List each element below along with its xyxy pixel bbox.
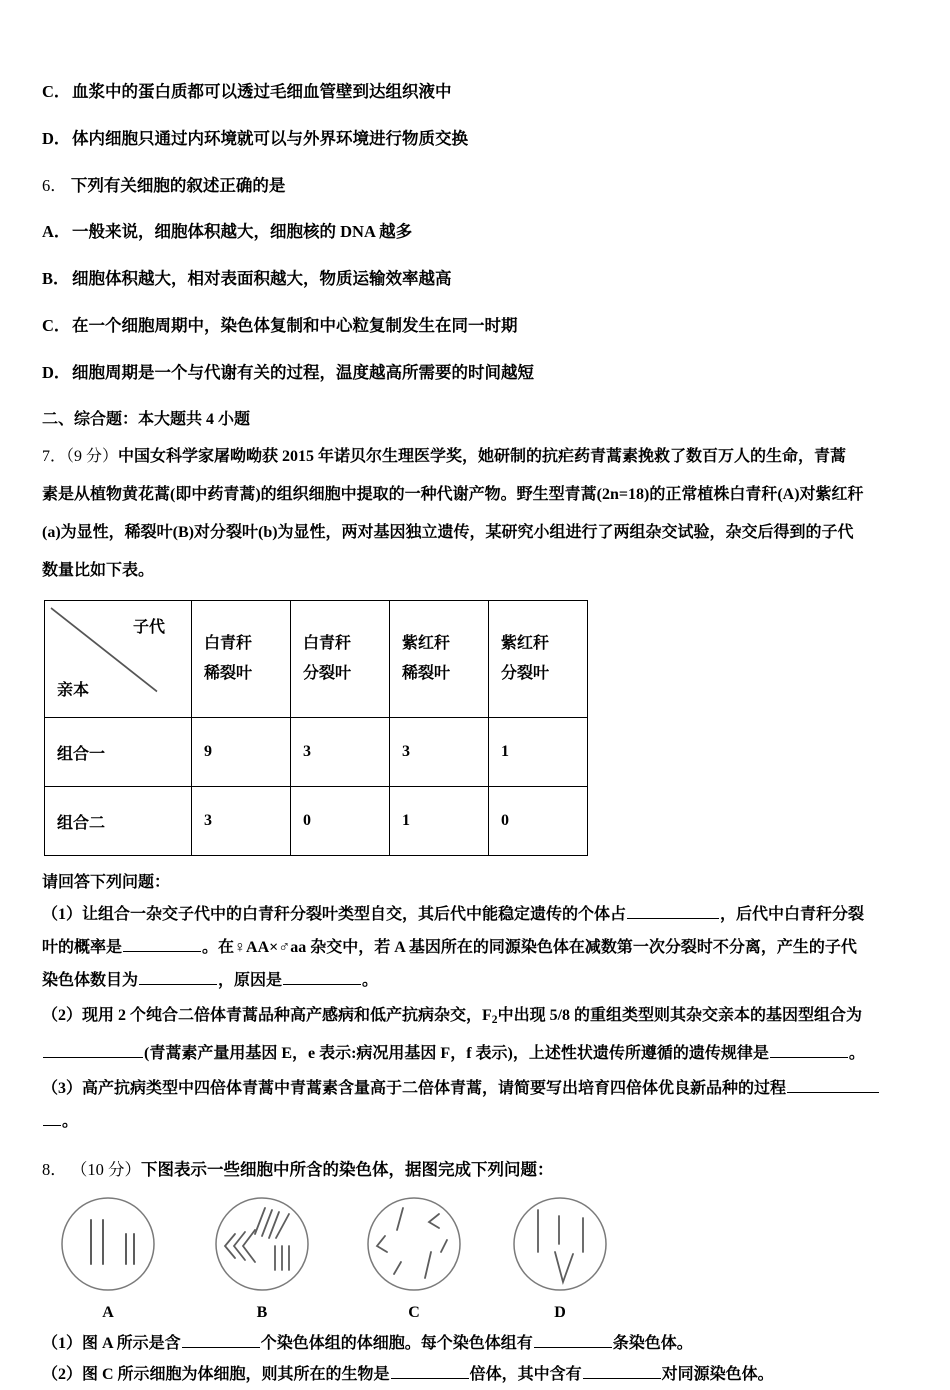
question-8-sub-2	[42, 1359, 912, 1390]
answer-blank[interactable]	[583, 1363, 661, 1379]
column-header-line1: 紫红秆	[501, 635, 550, 652]
option-row	[42, 359, 912, 383]
option-text: 血浆中的蛋白质都可以透过毛细血管壁到达组织液中	[72, 82, 452, 101]
column-header-line1: 紫红秆	[402, 635, 451, 652]
table-row	[45, 787, 588, 856]
answer-blank[interactable]	[283, 969, 361, 985]
q8-sub1-text-b: 个染色体组的体细胞。每个染色体组有	[260, 1334, 533, 1352]
question-number: 8．	[42, 1159, 67, 1179]
cell-diagram-b	[203, 1194, 321, 1298]
option-label: D．	[42, 129, 71, 148]
question-7-stem-cont	[42, 554, 912, 588]
answer-blank[interactable]	[770, 1042, 848, 1058]
page-content	[42, 78, 912, 1390]
option-label: B．	[42, 269, 70, 288]
question-number: 6．	[42, 176, 67, 195]
cell-label: D	[554, 1303, 566, 1321]
option-label: C．	[42, 316, 71, 335]
cell-diagram-group	[42, 1194, 912, 1322]
column-header-line2: 分裂叶	[303, 665, 352, 682]
option-text: 细胞体积越大，相对表面积越大，物质运输效率越高	[72, 269, 452, 288]
cell-figure-c	[354, 1194, 474, 1322]
question-6-stem	[42, 172, 912, 196]
sub1-text-c: 叶的概率是	[42, 939, 123, 956]
table-header-row	[45, 601, 588, 718]
answer-blank[interactable]	[139, 969, 217, 985]
option-row	[42, 78, 912, 102]
cell-figure-a	[48, 1194, 168, 1322]
cell-diagram-d	[501, 1194, 619, 1298]
answer-prompt: 请回答下列问题：	[42, 874, 171, 891]
table-column-header	[291, 601, 390, 718]
table-cell: 3	[390, 718, 489, 787]
table-cell: 1	[489, 718, 588, 787]
column-header-line1: 白青秆	[303, 635, 352, 652]
table-cell: 1	[390, 787, 489, 856]
option-label: A．	[42, 222, 71, 241]
table-column-header	[192, 601, 291, 718]
question-7-stem-cont	[42, 478, 912, 512]
question-number: 7．	[42, 448, 67, 465]
question-stem-line1: 中国女科学家屠呦呦获 2015 年诺贝尔生理医学奖，她研制的抗疟药青蒿素挽救了数百万人的生命，青蒿	[118, 448, 847, 465]
sub2-text-c: (青蒿素产量用基因 E，e 表示:病况用基因 F，f 表示)，上述性状遗传所遵循的遗传规律是	[144, 1044, 769, 1062]
sub3-text-b: 。	[62, 1112, 79, 1130]
table-column-header	[489, 601, 588, 718]
corner-label-parent: 亲本	[57, 682, 90, 699]
sub2-f2-symbol: F	[482, 1007, 492, 1024]
sub1-text-d: 。在♀AA×♂aa 杂交中，若 A 基因所在的同源染色体在减数第一次分裂时不分离，产生的子代	[202, 939, 857, 956]
sub1-text-g: 。	[362, 972, 379, 989]
cell-diagram-a	[49, 1194, 167, 1298]
option-row	[42, 265, 912, 289]
answer-blank[interactable]	[182, 1332, 260, 1348]
q8-sub1-text-a: （1）图 A 所示是含	[42, 1334, 181, 1352]
question-stem-line2: 素是从植物黄花蒿(即中药青蒿)的组织细胞中提取的一种代谢产物。野生型青蒿(2n=18)的正常植株白青秆(A)对紫红秆	[42, 486, 864, 503]
sub2-text-a: （2）现用 2 个纯合二倍体青蒿品种高产感病和低产抗病杂交，	[42, 1007, 483, 1024]
cell-label: B	[256, 1303, 268, 1321]
column-header-line2: 稀裂叶	[402, 665, 451, 682]
option-label: D．	[42, 363, 71, 382]
sub1-text-e: 染色体数目为	[42, 972, 139, 989]
question-8-sub-1	[42, 1328, 912, 1359]
column-header-line1: 白青秆	[204, 635, 253, 652]
table-row	[45, 718, 588, 787]
cell-label: C	[408, 1303, 420, 1321]
genetics-table	[44, 600, 588, 856]
answer-blank[interactable]	[787, 1077, 879, 1093]
answer-blank[interactable]	[534, 1332, 612, 1348]
question-7-stem	[42, 440, 912, 474]
q8-sub1-text-c: 条染色体。	[612, 1334, 693, 1352]
genetics-table-wrapper	[42, 600, 912, 856]
option-text: 在一个细胞周期中，染色体复制和中心粒复制发生在同一时期	[72, 316, 518, 335]
question-stem-line3: (a)为显性，稀裂叶(B)对分裂叶(b)为显性，两对基因独立遗传，某研究小组进行了两组杂交试验，杂交后得到的子代	[42, 524, 854, 541]
question-stem-line4: 数量比如下表。	[42, 562, 155, 579]
option-label: C．	[42, 82, 71, 101]
row-header: 组合二	[45, 787, 192, 856]
section-heading: 二、综合题：本大题共 4 小题	[42, 411, 251, 428]
table-cell: 0	[291, 787, 390, 856]
sub2-text-b: 中出现 5/8 的重组类型则其杂交亲本的基因型组合为	[497, 1007, 863, 1024]
option-row	[42, 125, 912, 149]
table-cell: 3	[192, 787, 291, 856]
cell-figure-d	[500, 1194, 620, 1322]
cell-figure-b	[202, 1194, 322, 1322]
option-text: 一般来说，细胞体积越大，细胞核的 DNA 越多	[72, 222, 413, 241]
sub1-text-f: ，原因是	[218, 972, 283, 989]
sub1-text-b: ，后代中白青秆分裂	[720, 906, 865, 923]
answer-blank[interactable]	[391, 1363, 469, 1379]
corner-label-offspring: 子代	[132, 619, 165, 636]
question-stem-text: 下列有关细胞的叙述正确的是	[70, 176, 286, 195]
answer-blank[interactable]	[43, 1110, 61, 1126]
sub2-f2-subscript: 2	[491, 1013, 498, 1026]
sub2-text-d: 。	[848, 1044, 865, 1062]
option-row	[42, 218, 912, 242]
answer-blank[interactable]	[43, 1042, 143, 1058]
cell-label: A	[102, 1303, 114, 1321]
question-score: （10 分）	[70, 1159, 141, 1179]
question-7-sub-2	[42, 999, 912, 1070]
question-7-stem-cont	[42, 516, 912, 550]
table-column-header	[390, 601, 489, 718]
q8-sub2-text-c: 对同源染色体。	[661, 1365, 774, 1383]
question-7-sub-1	[42, 898, 912, 997]
row-header: 组合一	[45, 718, 192, 787]
sub3-text-a: （3）高产抗病类型中四倍体青蒿中青蒿素含量高于二倍体青蒿，请简要写出培育四倍体优良新品种的过程	[42, 1079, 787, 1097]
table-cell: 0	[489, 787, 588, 856]
option-text: 体内细胞只通过内环境就可以与外界环境进行物质交换	[72, 129, 468, 148]
table-cell: 9	[192, 718, 291, 787]
column-header-line2: 稀裂叶	[204, 665, 253, 682]
column-header-line2: 分裂叶	[501, 665, 550, 682]
answer-blank[interactable]	[627, 903, 719, 919]
option-text: 细胞周期是一个与代谢有关的过程，温度越高所需要的时间越短	[72, 363, 534, 382]
table-cell: 3	[291, 718, 390, 787]
sub1-text-a: （1）让组合一杂交子代中的白青秆分裂叶类型自交，其后代中能稳定遗传的个体占	[42, 906, 627, 923]
question-7-sub-3	[42, 1072, 912, 1138]
question-stem-text: 下图表示一些细胞中所含的染色体，据图完成下列问题：	[141, 1159, 554, 1179]
cell-diagram-c	[355, 1194, 473, 1298]
question-score: （9 分）	[66, 448, 119, 465]
q8-sub2-text-b: 倍体，其中含有	[469, 1365, 582, 1383]
question-8-stem	[42, 1156, 912, 1180]
option-row	[42, 312, 912, 336]
answer-blank[interactable]	[123, 936, 201, 952]
table-corner-cell	[45, 601, 192, 718]
q8-sub2-text-a: （2）图 C 所示细胞为体细胞，则其所在的生物是	[42, 1365, 390, 1383]
